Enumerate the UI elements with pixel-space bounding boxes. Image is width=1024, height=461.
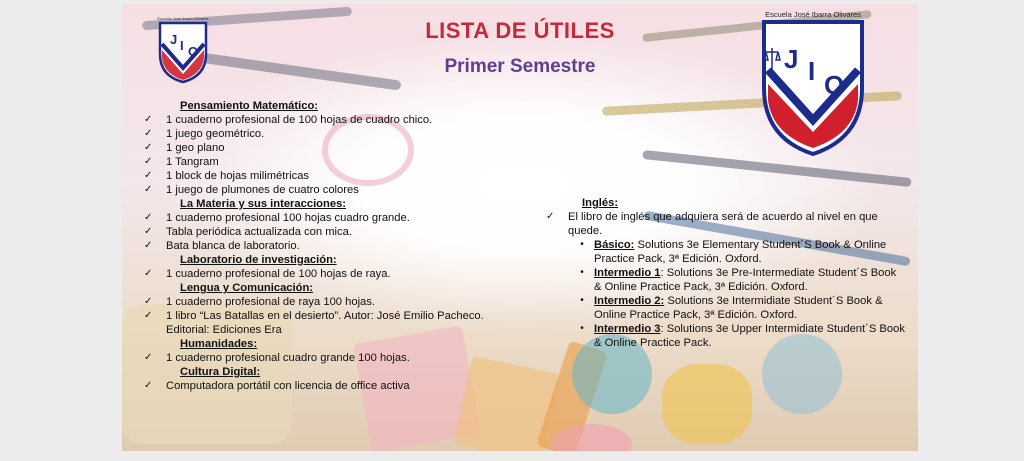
list-item (144, 127, 524, 141)
english-level-text: Solutions 3e Intermidiate Student´S Book & Online Practice Pack, 3ª Edición. Oxford. (594, 295, 883, 321)
section-heading: La Materia y sus interacciones: (180, 198, 347, 210)
bullet-dot-icon: • (580, 267, 584, 278)
list-item (144, 155, 524, 169)
english-level-text: : Solutions 3e Upper Intermidiate Student´S Book & Online Practice Pack. (594, 323, 905, 349)
check-mark-icon: ✓ (144, 296, 153, 307)
list-item-text: 1 cuaderno profesional de 100 hojas de cuadro chico. (166, 114, 433, 126)
list-item-text: 1 cuaderno profesional de raya 100 hojas. (166, 296, 375, 308)
english-level-text: Solutions 3e Elementary Student´S Book & Online Practice Pack, 3ª Edición. Oxford. (594, 239, 887, 265)
list-item-text: 1 cuaderno profesional cuadro grande 100 hojas. (166, 352, 410, 364)
school-supplies-slide (122, 4, 918, 451)
list-item (144, 141, 524, 155)
list-item-text: 1 geo plano (166, 142, 225, 154)
section-heading-english: Inglés: (582, 197, 619, 209)
check-mark-icon: ✓ (144, 156, 153, 167)
list-item-text: 1 cuaderno profesional 100 hojas cuadro grande. (166, 212, 410, 224)
list-item-text: 1 juego geométrico. (166, 128, 265, 140)
logo-letter-i: I (808, 56, 816, 86)
check-mark-icon: ✓ (144, 212, 153, 223)
logo-letter-j: J (784, 44, 799, 74)
list-item-text: Tabla periódica actualizada con mica. (166, 226, 352, 238)
section-heading: Pensamiento Matemático: (180, 100, 319, 112)
english-level-label: Intermedio 2: (594, 295, 665, 307)
logo-letter-o: O (824, 70, 845, 100)
list-item (144, 379, 524, 393)
list-item (144, 225, 524, 239)
list-item (144, 113, 524, 127)
english-intro: El libro de inglés que adquiera será de acuerdo al nivel en que quede. (568, 211, 878, 237)
list-item (144, 351, 524, 365)
list-item-text: Bata blanca de laboratorio. (166, 240, 300, 252)
section-heading: Lengua y Comunicación: (180, 282, 314, 294)
section-heading: Humanidades: (180, 338, 258, 350)
english-level-label: Intermedio 1 (594, 267, 661, 279)
list-item-text: 1 block de hojas milimétricas (166, 170, 310, 182)
bullet-dot-icon: • (580, 323, 584, 334)
english-level-body (594, 322, 906, 350)
list-item (546, 210, 906, 238)
english-level-label: Básico: (594, 239, 635, 251)
check-mark-icon: ✓ (144, 240, 153, 251)
check-mark-icon: ✓ (144, 352, 153, 363)
list-item (144, 211, 524, 225)
subjects-list (144, 99, 524, 393)
check-mark-icon: ✓ (144, 170, 153, 181)
logo-caption: Escuela José Ibarra Olivares (157, 16, 209, 21)
check-mark-icon: ✓ (144, 184, 153, 195)
check-mark-icon: ✓ (144, 310, 153, 321)
check-mark-icon: ✓ (144, 128, 153, 139)
english-level-item (570, 238, 906, 266)
english-level-body (594, 266, 906, 294)
english-level-body (594, 238, 906, 266)
logo-letter-j: J (170, 32, 178, 47)
english-level-body (594, 294, 906, 322)
section-heading: Cultura Digital: (180, 366, 261, 378)
list-item (144, 239, 524, 253)
list-item-text: 1 libro “Las Batallas en el desierto”. Autor: José Emilio Pacheco. Editorial: Ediciones Era (166, 310, 484, 336)
logo-letter-o: O (188, 44, 199, 59)
check-mark-icon: ✓ (144, 114, 153, 125)
list-item-text: 1 cuaderno profesional de 100 hojas de raya. (166, 268, 391, 280)
logo-letter-i: I (180, 38, 184, 53)
check-mark-icon: ✓ (144, 380, 153, 391)
list-item-text: 1 Tangram (166, 156, 219, 168)
page-subtitle: Primer Semestre (444, 56, 596, 77)
check-mark-icon: ✓ (546, 211, 555, 222)
english-levels-list (546, 238, 906, 350)
list-item-text: 1 juego de plumones de cuatro colores (166, 184, 359, 196)
english-level-item (570, 266, 906, 294)
english-section (546, 196, 906, 350)
bullet-dot-icon: • (580, 295, 584, 306)
list-item (144, 183, 524, 197)
check-mark-icon: ✓ (144, 142, 153, 153)
page-title: LISTA DE ÚTILES (425, 18, 615, 43)
list-item-text: Computadora portátil con licencia de office activa (166, 380, 410, 392)
check-mark-icon: ✓ (144, 268, 153, 279)
english-level-text: : Solutions 3e Pre-Intermediate Student´S Book & Online Practice Pack, 3ª Edición. Oxford. (594, 267, 897, 293)
list-item (144, 169, 524, 183)
list-item (144, 295, 524, 309)
english-level-item (570, 322, 906, 350)
logo-caption: Escuela José Ibarra Olivares (765, 10, 861, 19)
list-item (144, 309, 524, 337)
list-item (144, 267, 524, 281)
check-mark-icon: ✓ (144, 226, 153, 237)
english-level-item (570, 294, 906, 322)
section-heading: Laboratorio de investigación: (180, 254, 337, 266)
english-level-label: Intermedio 3 (594, 323, 661, 335)
bullet-dot-icon: • (580, 239, 584, 250)
clay-decoration (662, 364, 752, 444)
